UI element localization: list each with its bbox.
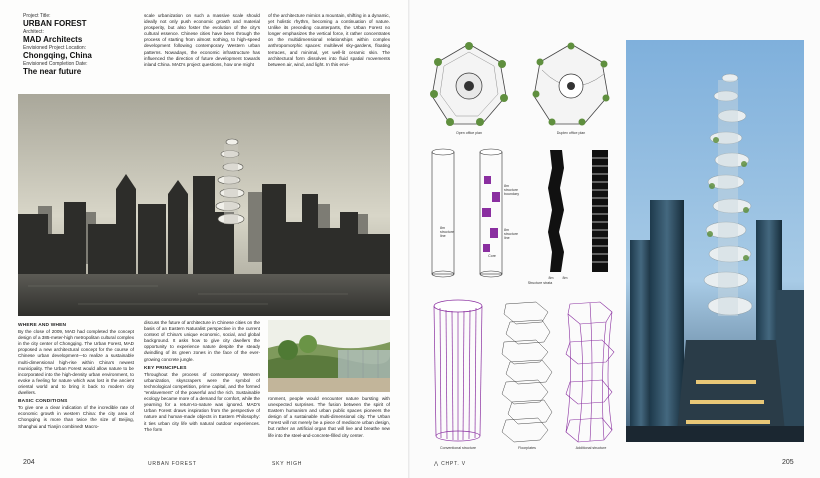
text-column-bottom-1 — [18, 320, 134, 456]
paragraph: scale urbanization on such a massive scale should ideally not only push economic growth and material prosperity, but also foster the evolution of the city's cultural essence. Chinese cities have been through the process of starting from almost nothing, to high-speed development following contemporary Western urban patterns. Nowadays, the economic infrastructure has influenced the direction of future development towards inland China. MAD's project questions, how one might — [144, 13, 260, 67]
paragraph: Throughout the process of contemporary Western urbanization, skyscrapers were the symbol of technological competition, prime capital, and the formed "enslavement" of the powerful and the rich. Sustainable ecology became more of a demand for comfort, while the yearning for a return-to-nature was ignored. MAD's Urban Forest draws inspiration from the perspective of nature and human-made objects in Eastern Philosophy: it ties urban city life with natural outdoor experiences. The form — [144, 371, 260, 432]
page-number-right: 205 — [782, 459, 794, 466]
project-meta — [23, 13, 133, 77]
skyline-photo — [18, 94, 390, 316]
section-heading-where-when: WHERE AND WHEN — [18, 323, 67, 328]
label-8m-a: 8m — [548, 276, 554, 280]
label-structure-boundary: 8m structure boundary — [504, 184, 519, 196]
meta-label-completion: Envisioned Completion Date: — [23, 61, 88, 67]
paragraph: To give one a clear indication of the incredible rate of economic growth in western China: the city area of Chongqing is more than twice the size of Beijing, Shanghai and Tianjin combined! Macro- — [18, 405, 134, 429]
caption-conventional: Conventional structure — [440, 446, 476, 450]
caption-open-office: Open office plan — [455, 131, 483, 135]
chapter-marker — [434, 461, 466, 467]
paragraph: By the close of 2009, MAD had completed the concept design of a 385-meter-high metropolitan cultural complex in the city center of Chongqing. The Urban Forest, MAD proposed a new architectural concept for the course of Chinese urban development—to realize a sustainable multi-dimensional high-rise within China's newest municipality. The Urban Forest would allow nature to be incorporated into the high-density urban environment, to evoke a feeling for nature which was lost in the ancient oriental world and to bring it back to modern city dwellers. — [18, 329, 134, 396]
running-head-title: URBAN FOREST — [148, 461, 197, 467]
additional-structure-diagram — [560, 298, 622, 444]
text-column-top-2 — [144, 13, 260, 89]
paragraph: ronment, people would encounter nature bursting with unexpected surprises. The fusion between the spirit of Eastern humanism and urban public spaces pioneers the design of a sustainable multi-dimensional city. The Urban Forest will not merely be a piece of mediocre urban design, but rather an artificial organ that will live and breathe new life into the steel-and-concrete-filled city center. — [268, 396, 390, 438]
label-structure-line-2: 8m structure line — [504, 228, 518, 240]
label-8m-b: 8m — [562, 276, 568, 280]
paragraph: discuss the future of architecture in Chinese cities on the basis of an Eastern Naturalist perspective in the current context of China's unique economic, social, and global background. It asks how to give city dwellers the opportunity to experience nature despite the steady dwindling of its green zones in the face of the ever-growing concrete jungle. — [144, 320, 260, 362]
caption-additional: Additional structure — [575, 446, 607, 450]
text-column-top-3 — [268, 13, 390, 89]
text-column-bottom-2 — [144, 320, 260, 456]
caption-duplex-office: Duplex office plan — [556, 131, 586, 135]
page-number-left: 204 — [23, 459, 35, 466]
caption-floorplates: Floorplates — [518, 446, 536, 450]
label-core: Core — [488, 254, 496, 258]
meta-value-completion: The near future — [23, 67, 82, 76]
meta-value-title: URBAN FOREST — [23, 19, 87, 28]
tower-render — [626, 40, 804, 442]
section-heading-key-principles: KEY PRINCIPLES — [144, 365, 187, 371]
meta-label-location: Envisioned Project Location: — [23, 45, 87, 51]
interior-photo — [268, 320, 390, 392]
floorplates-diagram — [496, 298, 558, 444]
caption-structure-strata: Structure strata — [527, 281, 553, 285]
open-office-plan-diagram — [426, 40, 512, 130]
duplex-office-plan-diagram — [528, 40, 614, 130]
running-head-book: SKY HIGH — [272, 461, 303, 467]
text-column-bottom-3 — [268, 396, 390, 456]
structure-strata-diagram — [542, 148, 618, 274]
meta-label-title: Project Title: — [23, 13, 51, 19]
chapter-label: CHPT. V — [441, 461, 466, 467]
meta-label-architect: Architect: — [23, 29, 44, 35]
meta-value-location: Chongqing, China — [23, 51, 92, 60]
right-page — [410, 0, 820, 478]
label-structure-line-1: 8m structure line — [440, 226, 454, 238]
meta-value-architect: MAD Architects — [23, 35, 83, 44]
chevron-up-icon: ⋀ — [434, 461, 439, 467]
paragraph: of the architecture mimics a mountain, shifting in a dynamic, yet holistic rhythm, becoming a continuation of nature. Unlike its preceding counterparts, the Urban Forest no longer emphasizes the vertical force, it rather concentrates on the multidimensional relationships within complex anthropomorphic spaces: multilevel sky-gardens, floating terraces, and minimal, yet well-lit ceramic skin. The architectural form dissolves into fluid spatial movements between air, wind, and light. In this envi- — [268, 13, 390, 67]
conventional-structure-diagram — [426, 298, 490, 444]
structure-cylinders-diagram — [428, 146, 532, 280]
section-heading-basic-conditions: BASIC CONDITIONS — [18, 399, 68, 405]
